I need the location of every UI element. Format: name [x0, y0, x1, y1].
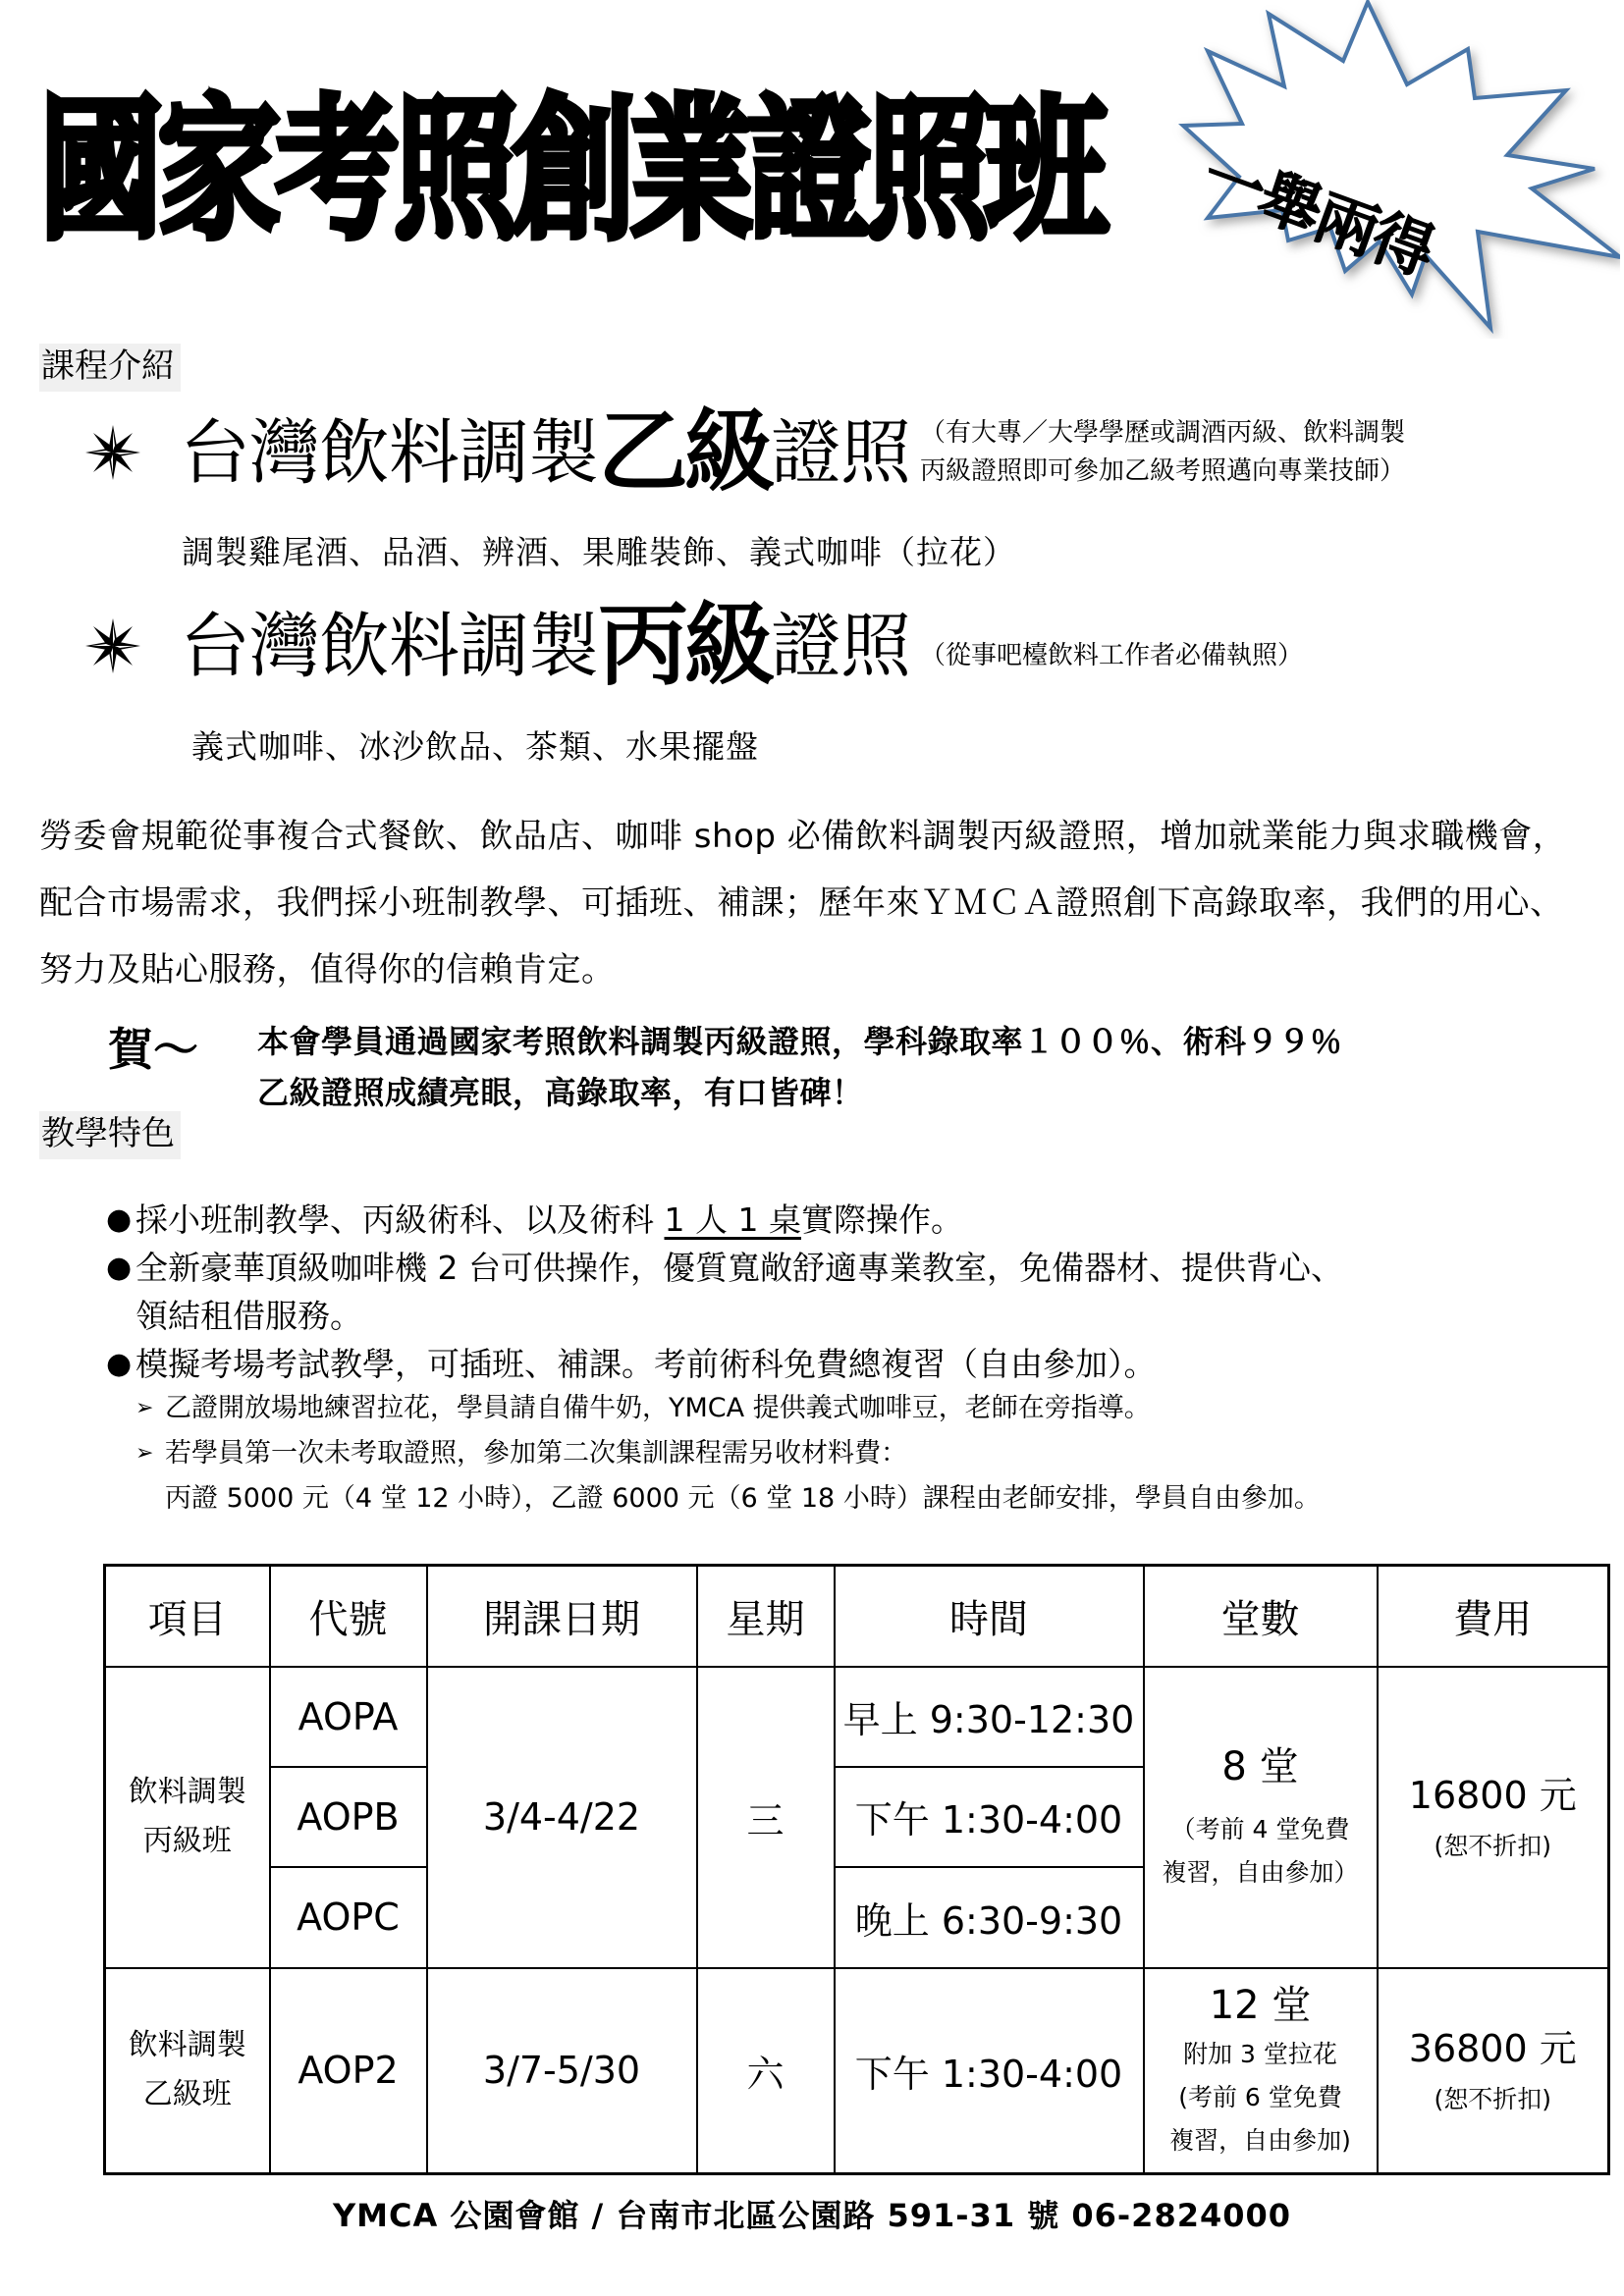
- certificate-eligibility-note: [920, 414, 1405, 491]
- column-header-start-date: 開課日期: [427, 1566, 697, 1667]
- fee-amount: 16800 元: [1408, 1774, 1577, 1817]
- certificate-heading-level-c: [83, 593, 1304, 698]
- sub-note-text: 乙證開放場地練習拉花，學員請自備牛奶，YMCA 提供義式咖啡豆，老師在旁指導。: [165, 1393, 1151, 1423]
- feature-text-part: 實際操作。: [800, 1201, 963, 1239]
- feature-item: [106, 1196, 1608, 1244]
- note-line: 丙級證照即可參加乙級考照邁向專業技師）: [920, 456, 1406, 486]
- item-line: 丙級班: [142, 1824, 232, 1858]
- feature-item: [106, 1244, 1608, 1292]
- sub-note-list: [106, 1386, 1608, 1522]
- weekday-cell: 三: [697, 1667, 835, 1968]
- fee-cell: [1378, 1968, 1609, 2174]
- intro-paragraph: 勞委會規範從事複合式餐飲、飲品店、咖啡 shop 必備飲料調製丙級證照，增加就業能力與求職機會，配合市場需求，我們採小班制教學、可插班、補課；歷年來ＹＭＣＡ證照創下高錄取率，我們的用心、努力及貼心服務，值得你的信賴肯定。: [39, 817, 1567, 989]
- feature-text: 全新豪華頂級咖啡機 2 台可供操作，優質寬敞舒適專業教室，免備器材、提供背心、: [135, 1249, 1343, 1287]
- weekday-cell: 六: [697, 1968, 835, 2174]
- feature-list: [106, 1196, 1608, 1522]
- feature-text: [135, 1196, 963, 1244]
- course-code-cell: AOPB: [270, 1767, 427, 1867]
- section-heading-teaching-features: 教學特色: [39, 1111, 181, 1159]
- bullet-icon: ●: [106, 1347, 133, 1381]
- certificate-level: 丙級: [598, 593, 772, 698]
- note-line: （有大專／大學學歷或調酒丙級、飲料調製: [920, 418, 1406, 448]
- feature-item: [106, 1340, 1608, 1388]
- certificate-heading-level-b: [83, 400, 1406, 505]
- column-header-item: 項目: [105, 1566, 270, 1667]
- sub-note-item: [135, 1431, 1608, 1476]
- sessions-note: （考前 4 堂免費: [1170, 1815, 1350, 1843]
- fee-cell: [1378, 1667, 1609, 1968]
- start-date-cell: 3/4-4/22: [427, 1667, 697, 1968]
- fee-note: (恕不折扣): [1434, 2085, 1551, 2114]
- certificate-c-description: 義式咖啡、冰沙飲品、茶類、水果擺盤: [191, 727, 759, 766]
- burst-slogan: 一舉兩得: [1193, 139, 1443, 290]
- bullet-icon: ●: [106, 1251, 133, 1285]
- course-item-cell: [105, 1968, 270, 2174]
- table-row: [105, 1968, 1609, 2174]
- fee-note: (恕不折扣): [1434, 1832, 1551, 1860]
- column-header-code: 代號: [270, 1566, 427, 1667]
- column-header-sessions: 堂數: [1144, 1566, 1378, 1667]
- course-item-cell: [105, 1667, 270, 1968]
- course-code-cell: AOPC: [270, 1867, 427, 1968]
- congrats-line-1: 本會學員通過國家考照飲料調製丙級證照，學科錄取率１００％、術科９９％: [257, 1023, 1343, 1060]
- certificate-suffix: 證照: [771, 411, 911, 494]
- certificate-suffix: 證照: [771, 605, 911, 687]
- column-header-time: 時間: [835, 1566, 1144, 1667]
- footer-contact: YMCA 公園會館 / 台南市北區公園路 591-31 號 06-2824000: [332, 2197, 1292, 2234]
- sessions-count: 12 堂: [1209, 1983, 1312, 2029]
- feature-highlight: 1 人 1 桌: [664, 1201, 801, 1239]
- sessions-note: 複習，自由參加): [1169, 2126, 1351, 2156]
- section-heading-course-intro: 課程介紹: [39, 344, 181, 392]
- time-cell: 晚上 6:30-9:30: [835, 1867, 1144, 1968]
- sessions-note: (考前 6 堂免費: [1178, 2083, 1342, 2112]
- congrats-text: [257, 1016, 1342, 1118]
- certificate-prefix: 台灣飲料調製: [180, 411, 599, 494]
- sessions-cell: [1144, 1667, 1378, 1968]
- certificate-eligibility-note: （從事吧檯飲料工作者必備執照）: [920, 640, 1304, 670]
- certificate-b-description: 調製雞尾酒、品酒、辨酒、果雕裝飾、義式咖啡（拉花）: [182, 533, 1016, 571]
- item-line: 乙級班: [142, 2077, 232, 2112]
- congrats-line-2: 乙級證照成績亮眼，高錄取率，有口皆碑！: [257, 1074, 864, 1111]
- feature-text-continued: 領結租借服務。: [135, 1297, 362, 1335]
- course-code-cell: AOP2: [270, 1968, 427, 2174]
- sub-note-text: 若學員第一次未考取證照，參加第二次集訓課程需另收材料費：: [165, 1438, 907, 1468]
- time-cell: 下午 1:30-4:00: [835, 1767, 1144, 1867]
- course-schedule-table: [103, 1564, 1610, 2175]
- certificate-level: 乙級: [598, 400, 772, 505]
- sub-note-item: [135, 1386, 1608, 1431]
- table-header-row: [105, 1566, 1609, 1667]
- sessions-count: 8 堂: [1221, 1744, 1299, 1789]
- fee-amount: 36800 元: [1408, 2027, 1577, 2071]
- bullet-icon: ●: [106, 1202, 133, 1237]
- feature-text-part: 採小班制教學、丙級術科、以及術科: [135, 1201, 665, 1239]
- course-code-cell: AOPA: [270, 1667, 427, 1767]
- sessions-cell: [1144, 1968, 1378, 2174]
- time-cell: 下午 1:30-4:00: [835, 1968, 1144, 2174]
- time-cell: 早上 9:30-12:30: [835, 1667, 1144, 1767]
- start-date-cell: 3/7-5/30: [427, 1968, 697, 2174]
- sub-note-text-continued: 丙證 5000 元（4 堂 12 小時），乙證 6000 元（6 堂 18 小時）課程由老師安排，學員自由參加。: [165, 1483, 1321, 1514]
- column-header-fee: 費用: [1378, 1566, 1609, 1667]
- eight-point-star-icon: [83, 616, 142, 675]
- eight-point-star-icon: [83, 423, 142, 482]
- table-row: [105, 1667, 1609, 1767]
- sessions-note: 複習，自由參加）: [1162, 1858, 1359, 1887]
- feature-text: 模擬考場考試教學，可插班、補課。考前術科免費總複習（自由參加）。: [135, 1345, 1157, 1383]
- column-header-weekday: 星期: [697, 1566, 835, 1667]
- arrow-bullet-icon: ➢: [135, 1396, 154, 1420]
- sessions-note: 附加 3 堂拉花: [1183, 2040, 1337, 2069]
- congrats-mark: 賀～: [108, 1023, 198, 1076]
- item-line: 飲料調製: [128, 2028, 246, 2063]
- arrow-bullet-icon: ➢: [135, 1441, 154, 1466]
- page-title: 國家考照創業證照班: [39, 80, 1104, 261]
- certificate-prefix: 台灣飲料調製: [180, 605, 599, 687]
- item-line: 飲料調製: [128, 1775, 246, 1809]
